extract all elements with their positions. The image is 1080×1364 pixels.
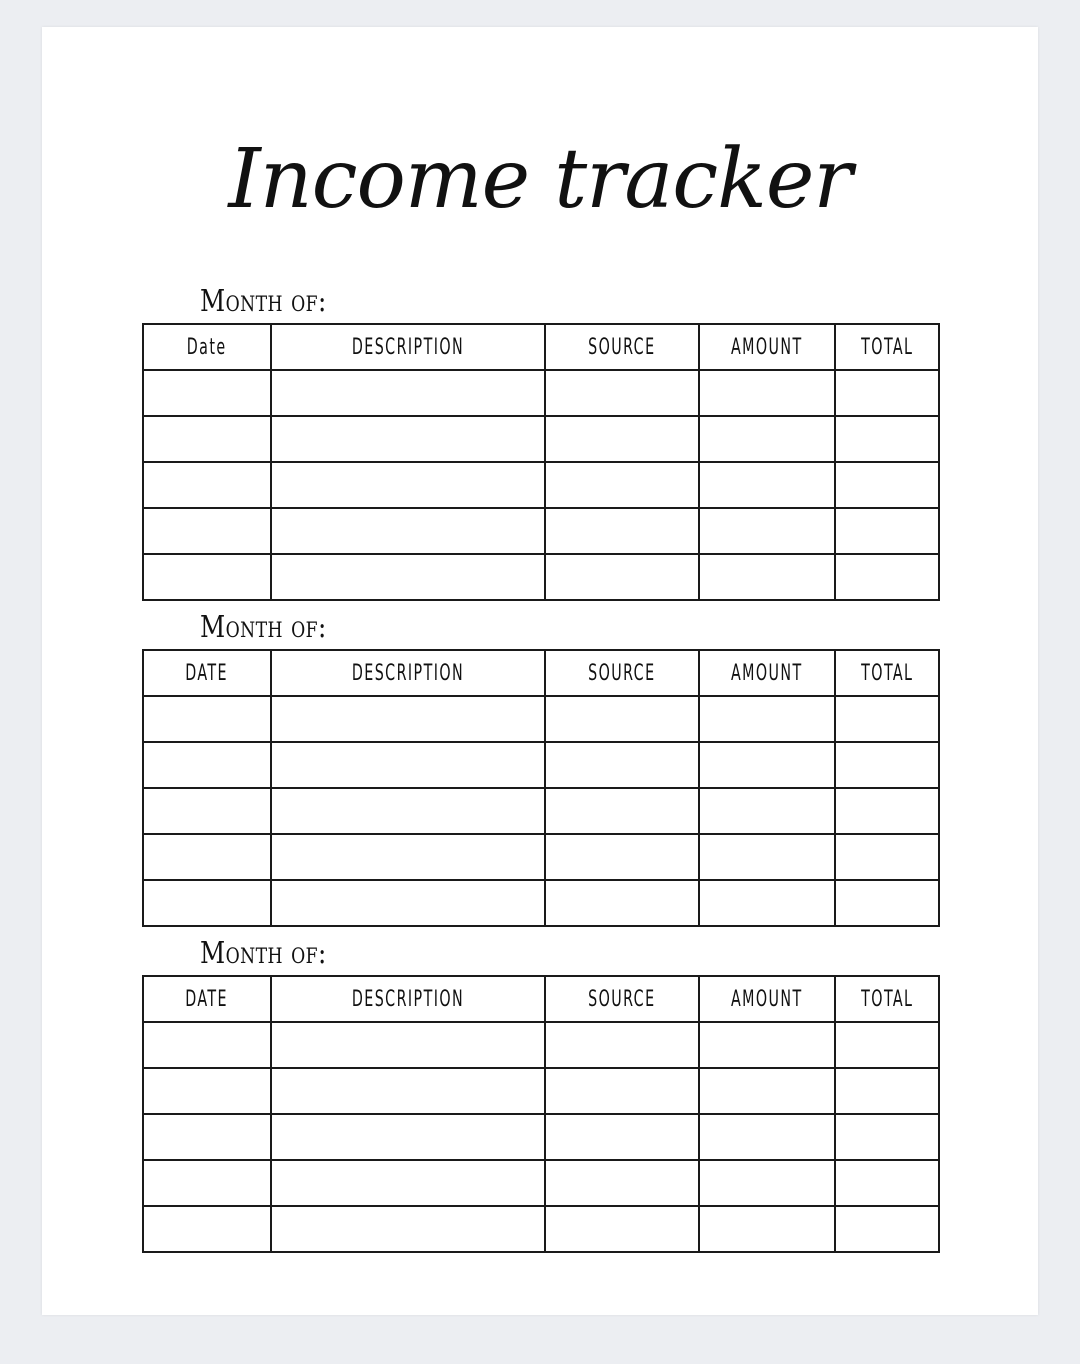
description-cell[interactable]: [271, 1114, 545, 1160]
amount-cell[interactable]: [699, 554, 835, 600]
source-cell[interactable]: [545, 370, 699, 416]
description-cell[interactable]: [271, 1068, 545, 1114]
column-header-description: DESCRIPTION: [271, 324, 545, 370]
description-cell[interactable]: [271, 834, 545, 880]
source-cell[interactable]: [545, 1206, 699, 1252]
column-header-total: TOTAL: [835, 650, 939, 696]
table-row: [143, 1114, 939, 1160]
date-cell[interactable]: [143, 696, 271, 742]
source-cell[interactable]: [545, 788, 699, 834]
date-cell[interactable]: [143, 508, 271, 554]
amount-cell[interactable]: [699, 880, 835, 926]
column-header-description: DESCRIPTION: [271, 976, 545, 1022]
total-cell[interactable]: [835, 1160, 939, 1206]
source-cell[interactable]: [545, 742, 699, 788]
table-row: [143, 788, 939, 834]
description-cell[interactable]: [271, 1022, 545, 1068]
date-cell[interactable]: [143, 416, 271, 462]
description-cell[interactable]: [271, 742, 545, 788]
table-row: [143, 742, 939, 788]
description-cell[interactable]: [271, 880, 545, 926]
column-header-amount: AMOUNT: [699, 324, 835, 370]
month-section-2: [142, 610, 938, 927]
amount-cell[interactable]: [699, 742, 835, 788]
date-cell[interactable]: [143, 1206, 271, 1252]
table-header-row: [143, 650, 939, 696]
column-header-date: Date: [143, 324, 271, 370]
amount-cell[interactable]: [699, 508, 835, 554]
table-row: [143, 370, 939, 416]
column-header-description: DESCRIPTION: [271, 650, 545, 696]
description-cell[interactable]: [271, 370, 545, 416]
amount-cell[interactable]: [699, 1022, 835, 1068]
table-row: [143, 1160, 939, 1206]
source-cell[interactable]: [545, 1022, 699, 1068]
table-row: [143, 1022, 939, 1068]
income-table-3: [142, 975, 940, 1253]
description-cell[interactable]: [271, 462, 545, 508]
column-header-total: TOTAL: [835, 324, 939, 370]
source-cell[interactable]: [545, 554, 699, 600]
date-cell[interactable]: [143, 370, 271, 416]
column-header-date: DATE: [143, 976, 271, 1022]
amount-cell[interactable]: [699, 1068, 835, 1114]
total-cell[interactable]: [835, 1022, 939, 1068]
table-row: [143, 1206, 939, 1252]
amount-cell[interactable]: [699, 416, 835, 462]
total-cell[interactable]: [835, 370, 939, 416]
date-cell[interactable]: [143, 1068, 271, 1114]
month-section-1: [142, 284, 938, 601]
total-cell[interactable]: [835, 1068, 939, 1114]
source-cell[interactable]: [545, 416, 699, 462]
description-cell[interactable]: [271, 696, 545, 742]
income-table-2: [142, 649, 940, 927]
amount-cell[interactable]: [699, 788, 835, 834]
source-cell[interactable]: [545, 696, 699, 742]
date-cell[interactable]: [143, 1160, 271, 1206]
date-cell[interactable]: [143, 462, 271, 508]
description-cell[interactable]: [271, 554, 545, 600]
column-header-amount: AMOUNT: [699, 650, 835, 696]
table-row: [143, 880, 939, 926]
page-title: Income tracker: [228, 132, 852, 227]
table-header-row: [143, 976, 939, 1022]
month-label: Month of:: [200, 610, 327, 645]
description-cell[interactable]: [271, 788, 545, 834]
description-cell[interactable]: [271, 416, 545, 462]
table-row: [143, 1068, 939, 1114]
table-row: [143, 554, 939, 600]
description-cell[interactable]: [271, 1160, 545, 1206]
month-label: Month of:: [200, 936, 327, 971]
column-header-source: SOURCE: [545, 650, 699, 696]
total-cell[interactable]: [835, 462, 939, 508]
source-cell[interactable]: [545, 834, 699, 880]
total-cell[interactable]: [835, 508, 939, 554]
total-cell[interactable]: [835, 788, 939, 834]
table-row: [143, 696, 939, 742]
table-row: [143, 416, 939, 462]
date-cell[interactable]: [143, 554, 271, 600]
total-cell[interactable]: [835, 880, 939, 926]
description-cell[interactable]: [271, 1206, 545, 1252]
amount-cell[interactable]: [699, 696, 835, 742]
date-cell[interactable]: [143, 1114, 271, 1160]
total-cell[interactable]: [835, 1114, 939, 1160]
amount-cell[interactable]: [699, 462, 835, 508]
total-cell[interactable]: [835, 416, 939, 462]
date-cell[interactable]: [143, 880, 271, 926]
amount-cell[interactable]: [699, 834, 835, 880]
total-cell[interactable]: [835, 742, 939, 788]
source-cell[interactable]: [545, 1068, 699, 1114]
source-cell[interactable]: [545, 462, 699, 508]
table-row: [143, 834, 939, 880]
source-cell[interactable]: [545, 880, 699, 926]
column-header-source: SOURCE: [545, 324, 699, 370]
amount-cell[interactable]: [699, 370, 835, 416]
income-table-1: [142, 323, 940, 601]
date-cell[interactable]: [143, 1022, 271, 1068]
total-cell[interactable]: [835, 1206, 939, 1252]
date-cell[interactable]: [143, 834, 271, 880]
column-header-total: TOTAL: [835, 976, 939, 1022]
amount-cell[interactable]: [699, 1206, 835, 1252]
source-cell[interactable]: [545, 1160, 699, 1206]
date-cell[interactable]: [143, 742, 271, 788]
column-header-source: SOURCE: [545, 976, 699, 1022]
month-label: Month of:: [200, 284, 327, 319]
total-cell[interactable]: [835, 696, 939, 742]
source-cell[interactable]: [545, 1114, 699, 1160]
table-row: [143, 508, 939, 554]
table-header-row: [143, 324, 939, 370]
source-cell[interactable]: [545, 508, 699, 554]
table-row: [143, 462, 939, 508]
column-header-date: DATE: [143, 650, 271, 696]
amount-cell[interactable]: [699, 1160, 835, 1206]
amount-cell[interactable]: [699, 1114, 835, 1160]
description-cell[interactable]: [271, 508, 545, 554]
date-cell[interactable]: [143, 788, 271, 834]
tracker-sheet: [42, 27, 1038, 1315]
total-cell[interactable]: [835, 554, 939, 600]
month-section-3: [142, 936, 938, 1253]
total-cell[interactable]: [835, 834, 939, 880]
column-header-amount: AMOUNT: [699, 976, 835, 1022]
